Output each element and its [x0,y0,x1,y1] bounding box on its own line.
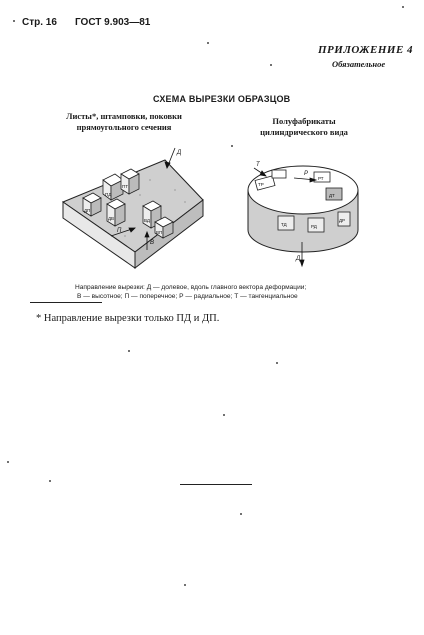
specimen-label: ПТ [122,184,128,189]
scan-speck [276,362,278,364]
specimen-block [272,170,286,178]
appendix-title: ПРИЛОЖЕНИЕ 4 [318,44,414,56]
scan-speck [184,584,186,586]
specimen-label: ДР [339,218,346,223]
specimen-label: ПД [105,192,112,197]
specimen-label: ДП [84,208,91,213]
bottom-rule [180,484,252,485]
specimen-label: ДВ [108,216,115,221]
direction-label-r: Р [304,171,309,177]
appendix-status: Обязательное [332,59,386,69]
right-caption-line-1: Полуфабрикаты [272,116,336,126]
scan-speck [128,350,130,352]
direction-label-d: Д [177,150,182,156]
direction-label-d: Д [296,256,301,262]
scan-speck [49,480,51,482]
direction-label-t: Т [256,162,260,168]
specimen-label: РД [311,224,317,229]
direction-label-v: В [150,240,155,246]
specimen-label: РТ [318,176,324,181]
left-caption-line-1: Листы*, штамповки, поковки [66,111,182,121]
footnote: * Направление вырезки только ПД и ДП. [36,313,220,324]
specimen-block [107,199,125,226]
scan-speck [223,414,225,416]
specimen-label: ВП [156,230,163,235]
left-figure-caption [44,111,204,133]
direction-legend [75,283,306,301]
scan-speck [231,145,233,147]
standard-number: ГОСТ 9.903—81 [75,17,151,28]
scan-speck [270,64,272,66]
specimen-label: ТД [281,222,287,227]
specimen-block [121,169,139,194]
scan-speck [7,461,9,463]
specimen-label: ВД [144,218,150,223]
plate-cutting-diagram [55,140,215,275]
right-caption-line-2: цилиндрического вида [260,127,348,137]
page-number: Стр. 16 [22,17,57,28]
right-figure-caption [234,116,374,138]
scan-speck [240,513,242,515]
specimen-label: ДТ [329,193,335,198]
legend-line-2: В — высотное; П — поперечное; Р — радиальное; Т — тангенциальное [77,293,298,300]
cylinder-cutting-diagram [238,142,368,272]
arrowhead [300,260,304,266]
specimen-label: ТР [258,182,264,187]
scan-speck [13,20,15,22]
scheme-title: СХЕМА ВЫРЕЗКИ ОБРАЗЦОВ [153,94,291,104]
scan-speck [207,42,209,44]
scan-speck [402,6,404,8]
left-caption-line-2: прямоугольного сечения [76,122,172,132]
direction-label-p: П [117,228,122,234]
footnote-separator [30,302,102,303]
legend-line-1: Направление вырезки: Д — долевое, вдоль главного вектора деформации; [75,284,307,291]
